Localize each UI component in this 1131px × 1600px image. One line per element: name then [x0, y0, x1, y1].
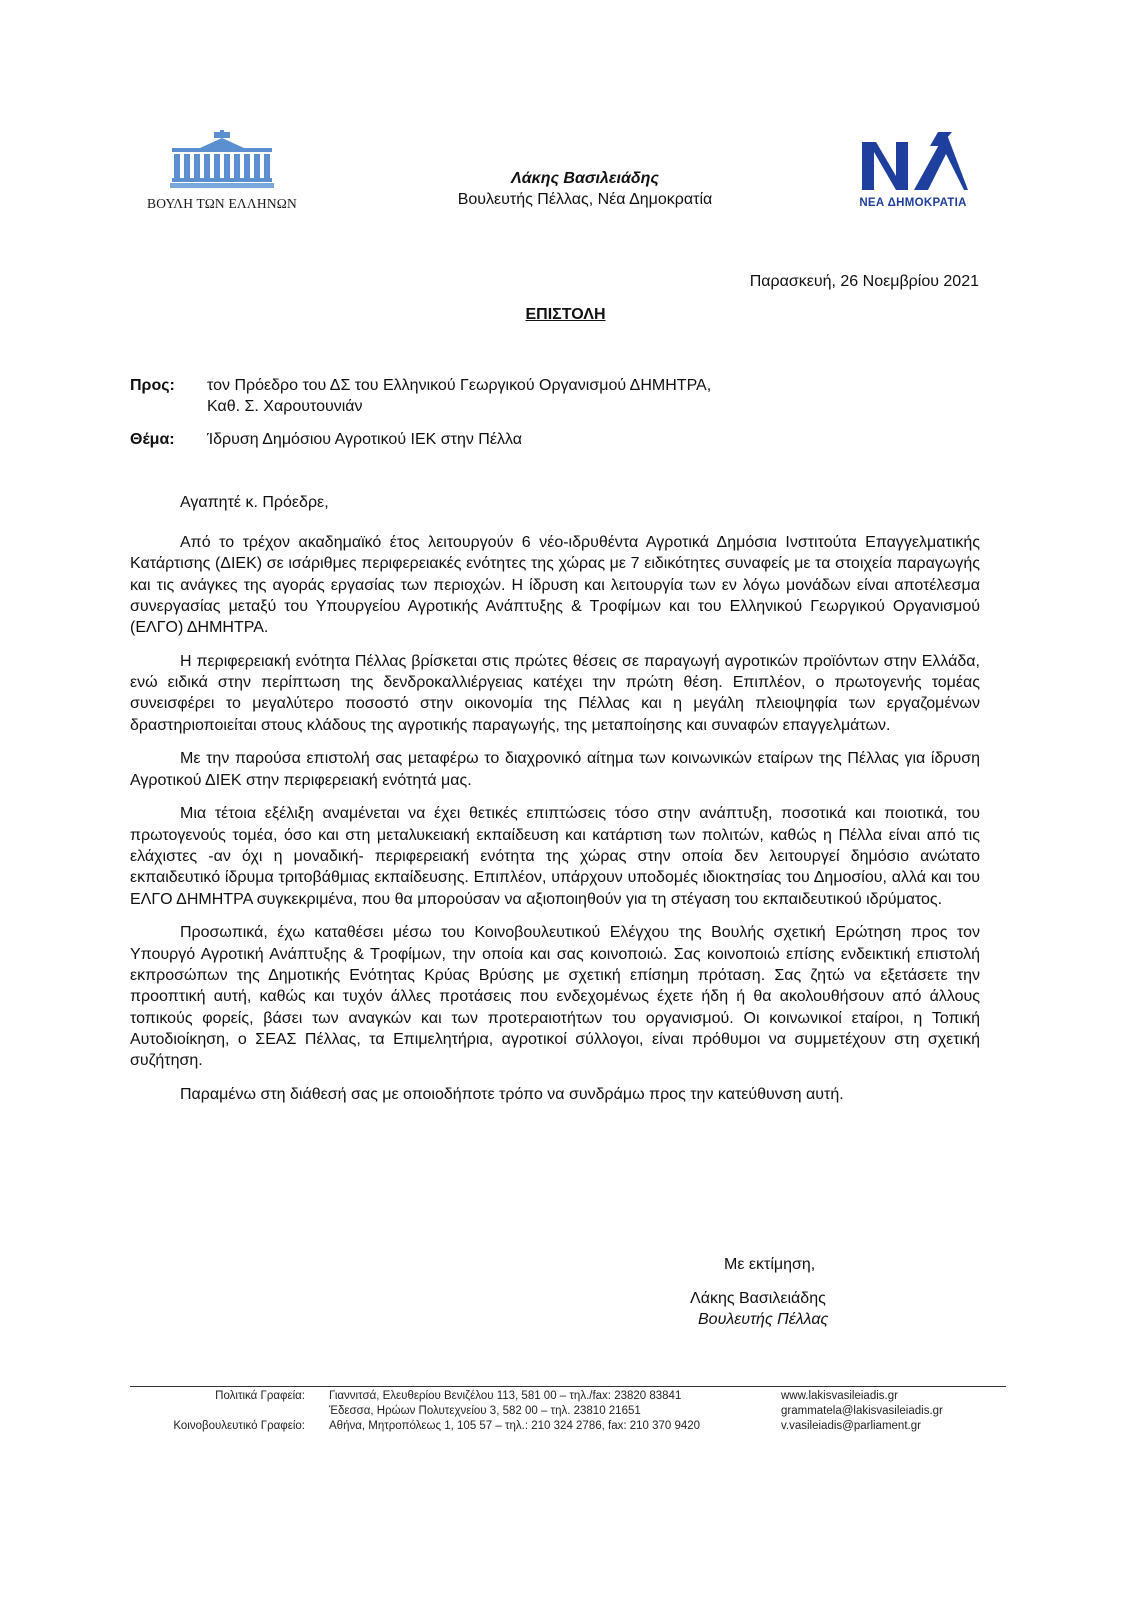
footer-address: Γιαννιτσά, Ελευθερίου Βενιζέλου 113, 581 00 – τηλ./fax: 23820 83841 — [329, 1390, 682, 1402]
footer-address: Έδεσσα, Ηρώων Πολυτεχνείου 3, 582 00 – τηλ. 23810 21651 — [329, 1405, 641, 1417]
closing: Με εκτίμηση, — [724, 1256, 816, 1273]
body-paragraph: Με την παρούσα επιστολή σας μεταφέρω το διαχρονικό αίτημα των κοινωνικών εταίρων της Πέλλας για ίδρυση Αγροτικού ΔΙΕΚ στην περιφερειακή ενότητά μας. — [130, 750, 980, 789]
footer-address: Αθήνα, Μητροπόλεως 1, 105 57 – τηλ.: 210 324 2786, fax: 210 370 9420 — [329, 1420, 701, 1432]
letter-title: ΕΠΙΣΤΟΛΗ — [525, 306, 606, 323]
letter-date: Παρασκευή, 26 Νοεμβρίου 2021 — [749, 273, 979, 290]
recipient-label: Προς: — [130, 377, 175, 394]
recipient-line-2: Καθ. Σ. Χαρουτουνιάν — [207, 398, 363, 415]
sender-name: Λάκης Βασιλειάδης — [511, 170, 659, 187]
footer-email-link[interactable]: grammatela@lakisvasileiadis.gr — [781, 1405, 943, 1417]
footer-label-parliament: Κοινοβουλευτικό Γραφείο: — [173, 1420, 305, 1432]
subject-text: Ίδρυση Δημόσιου Αγροτικού ΙΕΚ στην Πέλλα — [207, 431, 522, 448]
parliament-logo — [170, 130, 274, 188]
body-paragraph: Προσωπικά, έχω καταθέσει μέσω του Κοινοβουλευτικού Ελέγχου της Βουλής σχετική Ερώτηση προς τον Υπουργό Αγροτική Ανάπτυξης & Τροφίμων, την οποία και σας κοινοποιώ. Σας κοινοποιώ επίσης ενδεικτική επιστολή εκπροσώπων της Δημοτικής Ενότητας Κρύας Βρύσης με σχετική επίσημη πρόταση. Σας ζητώ να εξετάσετε την προοπτική αυτή, καθώς και τυχόν άλλες προτάσεις που ενδεχομένως έχετε ήδη ή θα ακολουθήσουν από άλλους τοπικούς φορείς, βάσει των αναγκών και των προτεραιοτήτων του οργανισμού. Οι κοινωνικοί εταίροι, η Τοπική Αυτοδιοίκηση, ο ΣΕΑΣ Πέλλας, τα Επιμελητήρια, αγροτικοί σύλλογοι, είναι πρόθυμοι να συμμετέχουν στη σχετική συζήτηση. — [130, 924, 980, 1070]
footer-label-political: Πολιτικά Γραφεία: — [215, 1390, 305, 1402]
footer-email-link[interactable]: v.vasileiadis@parliament.gr — [781, 1420, 921, 1432]
subject-label: Θέμα: — [130, 431, 175, 448]
greeting: Αγαπητέ κ. Πρόεδρε, — [180, 494, 329, 511]
body-paragraph: Παραμένω στη διάθεσή σας με οποιοδήποτε τρόπο να συνδράμω προς την κατεύθυνση αυτή. — [180, 1085, 844, 1103]
parliament-caption: ΒΟΥΛΗ ΤΩΝ ΕΛΛΗΝΩΝ — [147, 196, 297, 211]
body-paragraph: Μια τέτοια εξέλιξη αναμένεται να έχει θετικές επιπτώσεις τόσο στην ανάπτυξη, ποσοτικά και ποιοτικά, του πρωτογενούς τομέα, όσο και στη μεταλυκειακή εκπαίδευση και κατάρτιση των πολιτών, καθώς η Πέλλα είναι από τις ελάχιστες -αν όχι η μοναδική- περιφερειακή ενότητα της χώρας στην οποία δεν λειτουργεί δημόσιο ανώτατο εκπαιδευτικό ίδρυμα τριτοβάθμιας εκπαίδευσης. Επιπλέον, υπάρχουν υποδομές ιδιοκτησίας του Δημοσίου, αλλά και του ΕΛΓΟ ΔΗΜΗΤΡΑ συγκεκριμένα, που θα μπορούσαν να αξιοποιηθούν για τη στέγαση του εκπαιδευτικού ιδρύματος. — [130, 805, 980, 908]
nd-party-logo — [860, 132, 968, 192]
signature-name: Λάκης Βασιλειάδης — [690, 1290, 826, 1307]
nd-party-caption: ΝΕΑ ΔΗΜΟΚΡΑΤΙΑ — [859, 197, 967, 209]
signature-title: Βουλευτής Πέλλας — [698, 1311, 829, 1328]
body-paragraph: Από το τρέχον ακαδημαϊκό έτος λειτουργούν 6 νέο-ιδρυθέντα Αγροτικά Δημόσια Ινστιτούτα Επαγγελματικής Κατάρτισης (ΔΙΕΚ) σε ισάριθμες περιφερειακές ενότητες της χώρας με 7 ειδικότητες συναφείς με τα στοιχεία παραγωγής και τις ανάγκες της αγοράς εργασίας των περιοχών. Η ίδρυση και λειτουργία των εν λόγω μονάδων είναι αποτέλεσμα συνεργασίας μεταξύ του Υπουργείου Αγροτικής Ανάπτυξης & Τροφίμων και του Ελληνικού Γεωργικού Οργανισμού (ΕΛΓΟ) ΔΗΜΗΤΡΑ. — [130, 534, 980, 637]
body-paragraph: Η περιφερειακή ενότητα Πέλλας βρίσκεται στις πρώτες θέσεις σε παραγωγή αγροτικών προϊόντων στην Ελλάδα, ενώ ειδικά στην περίπτωση της δενδροκαλλιέργειας κατέχει την πρώτη θέση. Επιπλέον, ο πρωτογενής τομέας συνεισφέρει το μεγαλύτερο ποσοστό στην οικονομία της Πέλλας και η μεγάλη πλειοψηφία των εργαζομένων δραστηριοποιείται στους κλάδους της αγροτικής παραγωγής, της μεταποίησης και συναφών επαγγελμάτων. — [130, 652, 980, 734]
footer-website-link[interactable]: www.lakisvasileiadis.gr — [781, 1390, 898, 1402]
footer-divider — [130, 1386, 1006, 1387]
letter-body — [130, 532, 980, 1117]
sender-role: Βουλευτής Πέλλας, Νέα Δημοκρατία — [457, 191, 713, 208]
recipient-line-1: τον Πρόεδρο του ΔΣ του Ελληνικού Γεωργικού Οργανισμού ΔΗΜΗΤΡΑ, — [207, 377, 712, 394]
